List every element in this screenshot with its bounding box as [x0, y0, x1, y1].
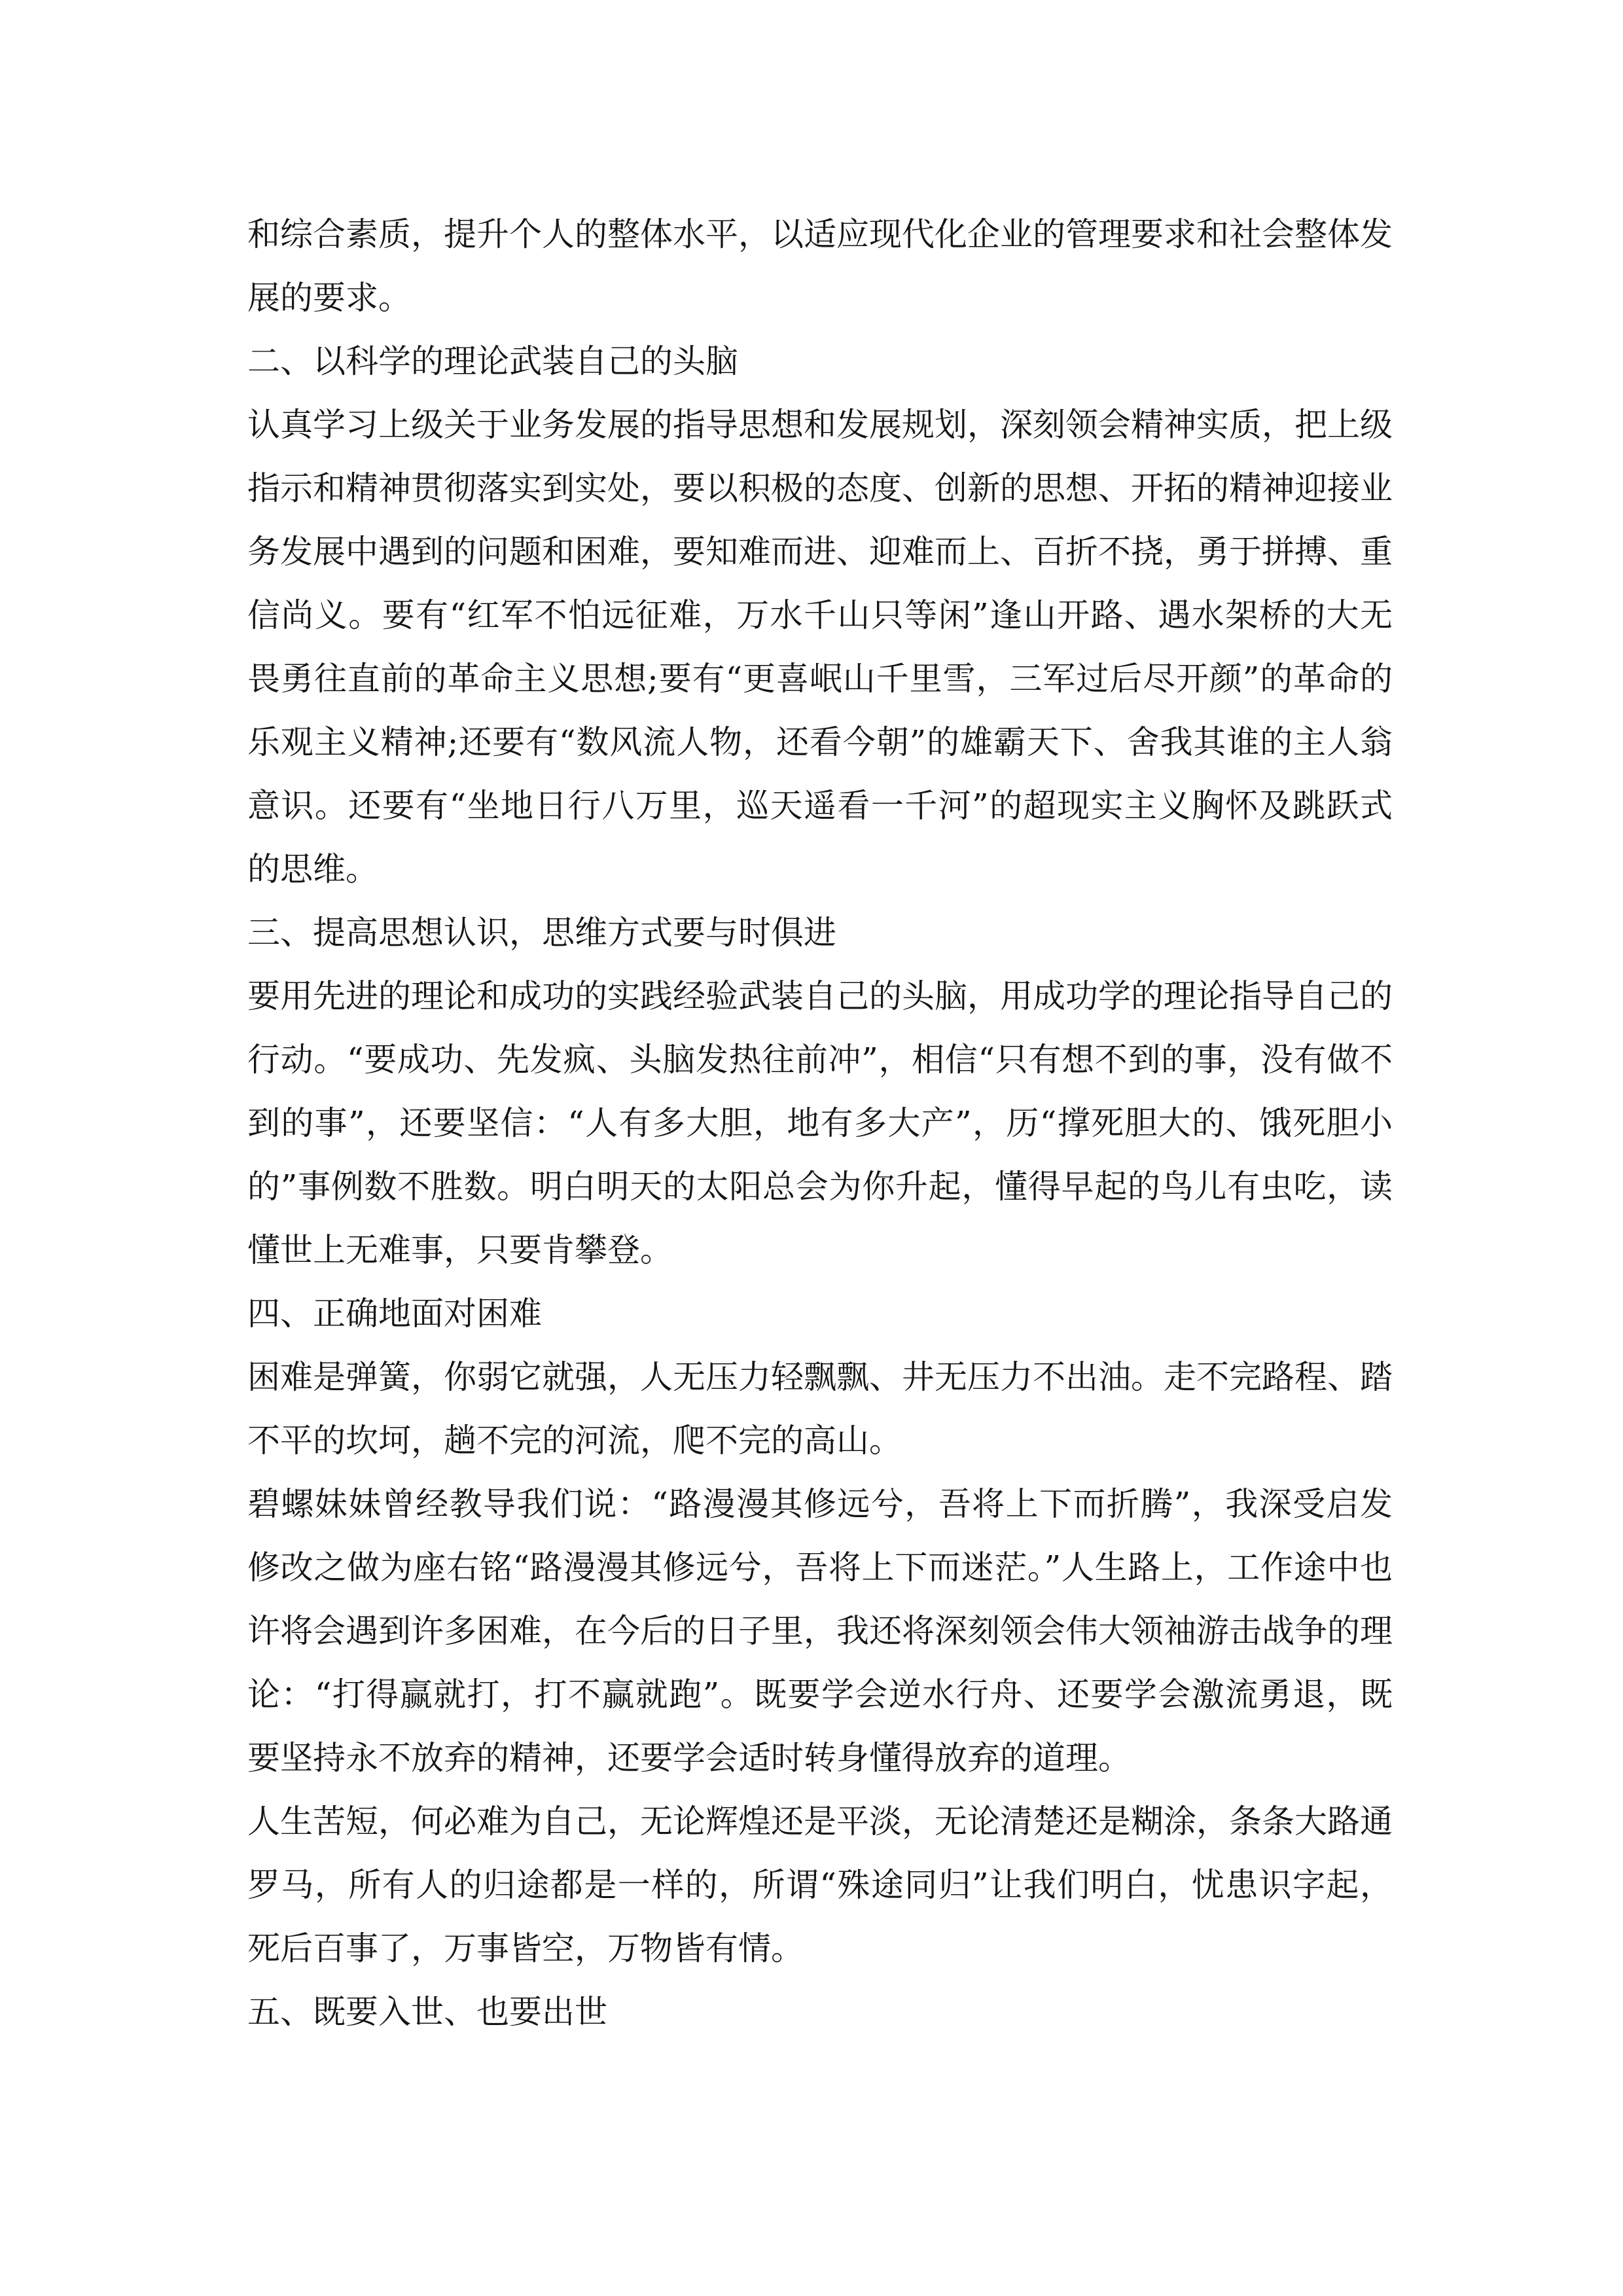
section-heading-5: 五、既要入世、也要出世 — [247, 1993, 607, 2031]
section-heading-3: 三、提高思想认识，思维方式要与时俱进 — [247, 914, 836, 952]
paragraph-overall-quality: 和综合素质，提升个人的整体水平，以适应现代化企业的管理要求和社会整体发展的要求。 — [247, 215, 1393, 317]
paragraph-advanced-thinking: 要用先进的理论和成功的实践经验武装自己的头脑，用成功学的理论指导自己的行动。“要成功、先发疯、头脑发热往前冲”，相信“只有想不到的事，没有做不到的事”，还要坚信：“人有多大胆，地有多大产”，历“撑死胆大的、饿死胆小的”事例数不胜数。明白明天的太阳总会为你升起，懂得早起的鸟儿有虫吃，读懂世上无难事，只要肯攀登。 — [247, 977, 1393, 1269]
document-body — [247, 203, 1393, 2044]
paragraph-motto: 碧螺妹妹曾经教导我们说：“路漫漫其修远兮，吾将上下而折腾”，我深受启发修改之做为座右铭“路漫漫其修远兮，吾将上下而迷茫。”人生路上，工作途中也许将会遇到许多困难，在今后的日子里，我还将深刻领会伟大领袖游击战争的理论：“打得赢就打，打不赢就跑”。既要学会逆水行舟、还要学会激流勇退，既要坚持永不放弃的精神，还要学会适时转身懂得放弃的道理。 — [247, 1485, 1393, 1777]
section-heading-4: 四、正确地面对困难 — [247, 1295, 542, 1333]
section-heading-2: 二、以科学的理论武装自己的头脑 — [247, 342, 738, 380]
paragraph-difficulty-spring: 困难是弹簧，你弱它就强，人无压力轻飘飘、井无压力不出油。走不完路程、踏不平的坎坷，趟不完的河流，爬不完的高山。 — [247, 1358, 1393, 1460]
paragraph-study-theory: 认真学习上级关于业务发展的指导思想和发展规划，深刻领会精神实质，把上级指示和精神贯彻落实到实处，要以积极的态度、创新的思想、开拓的精神迎接业务发展中遇到的问题和困难，要知难而进、迎难而上、百折不挠，勇于拼搏、重信尚义。要有“红军不怕远征难，万水千山只等闲”逢山开路、遇水架桥的大无畏勇往直前的革命主义思想;要有“更喜岷山千里雪，三军过后尽开颜”的革命的乐观主义精神;还要有“数风流人物，还看今朝”的雄霸天下、舍我其谁的主人翁意识。还要有“坐地日行八万里，巡天遥看一千河”的超现实主义胸怀及跳跃式的思维。 — [247, 406, 1393, 888]
paragraph-life-short: 人生苦短，何必难为自己，无论辉煌还是平淡，无论清楚还是糊涂，条条大路通罗马，所有人的归途都是一样的，所谓“殊途同归”让我们明白，忧患识字起，死后百事了，万事皆空，万物皆有情。 — [247, 1803, 1393, 1967]
